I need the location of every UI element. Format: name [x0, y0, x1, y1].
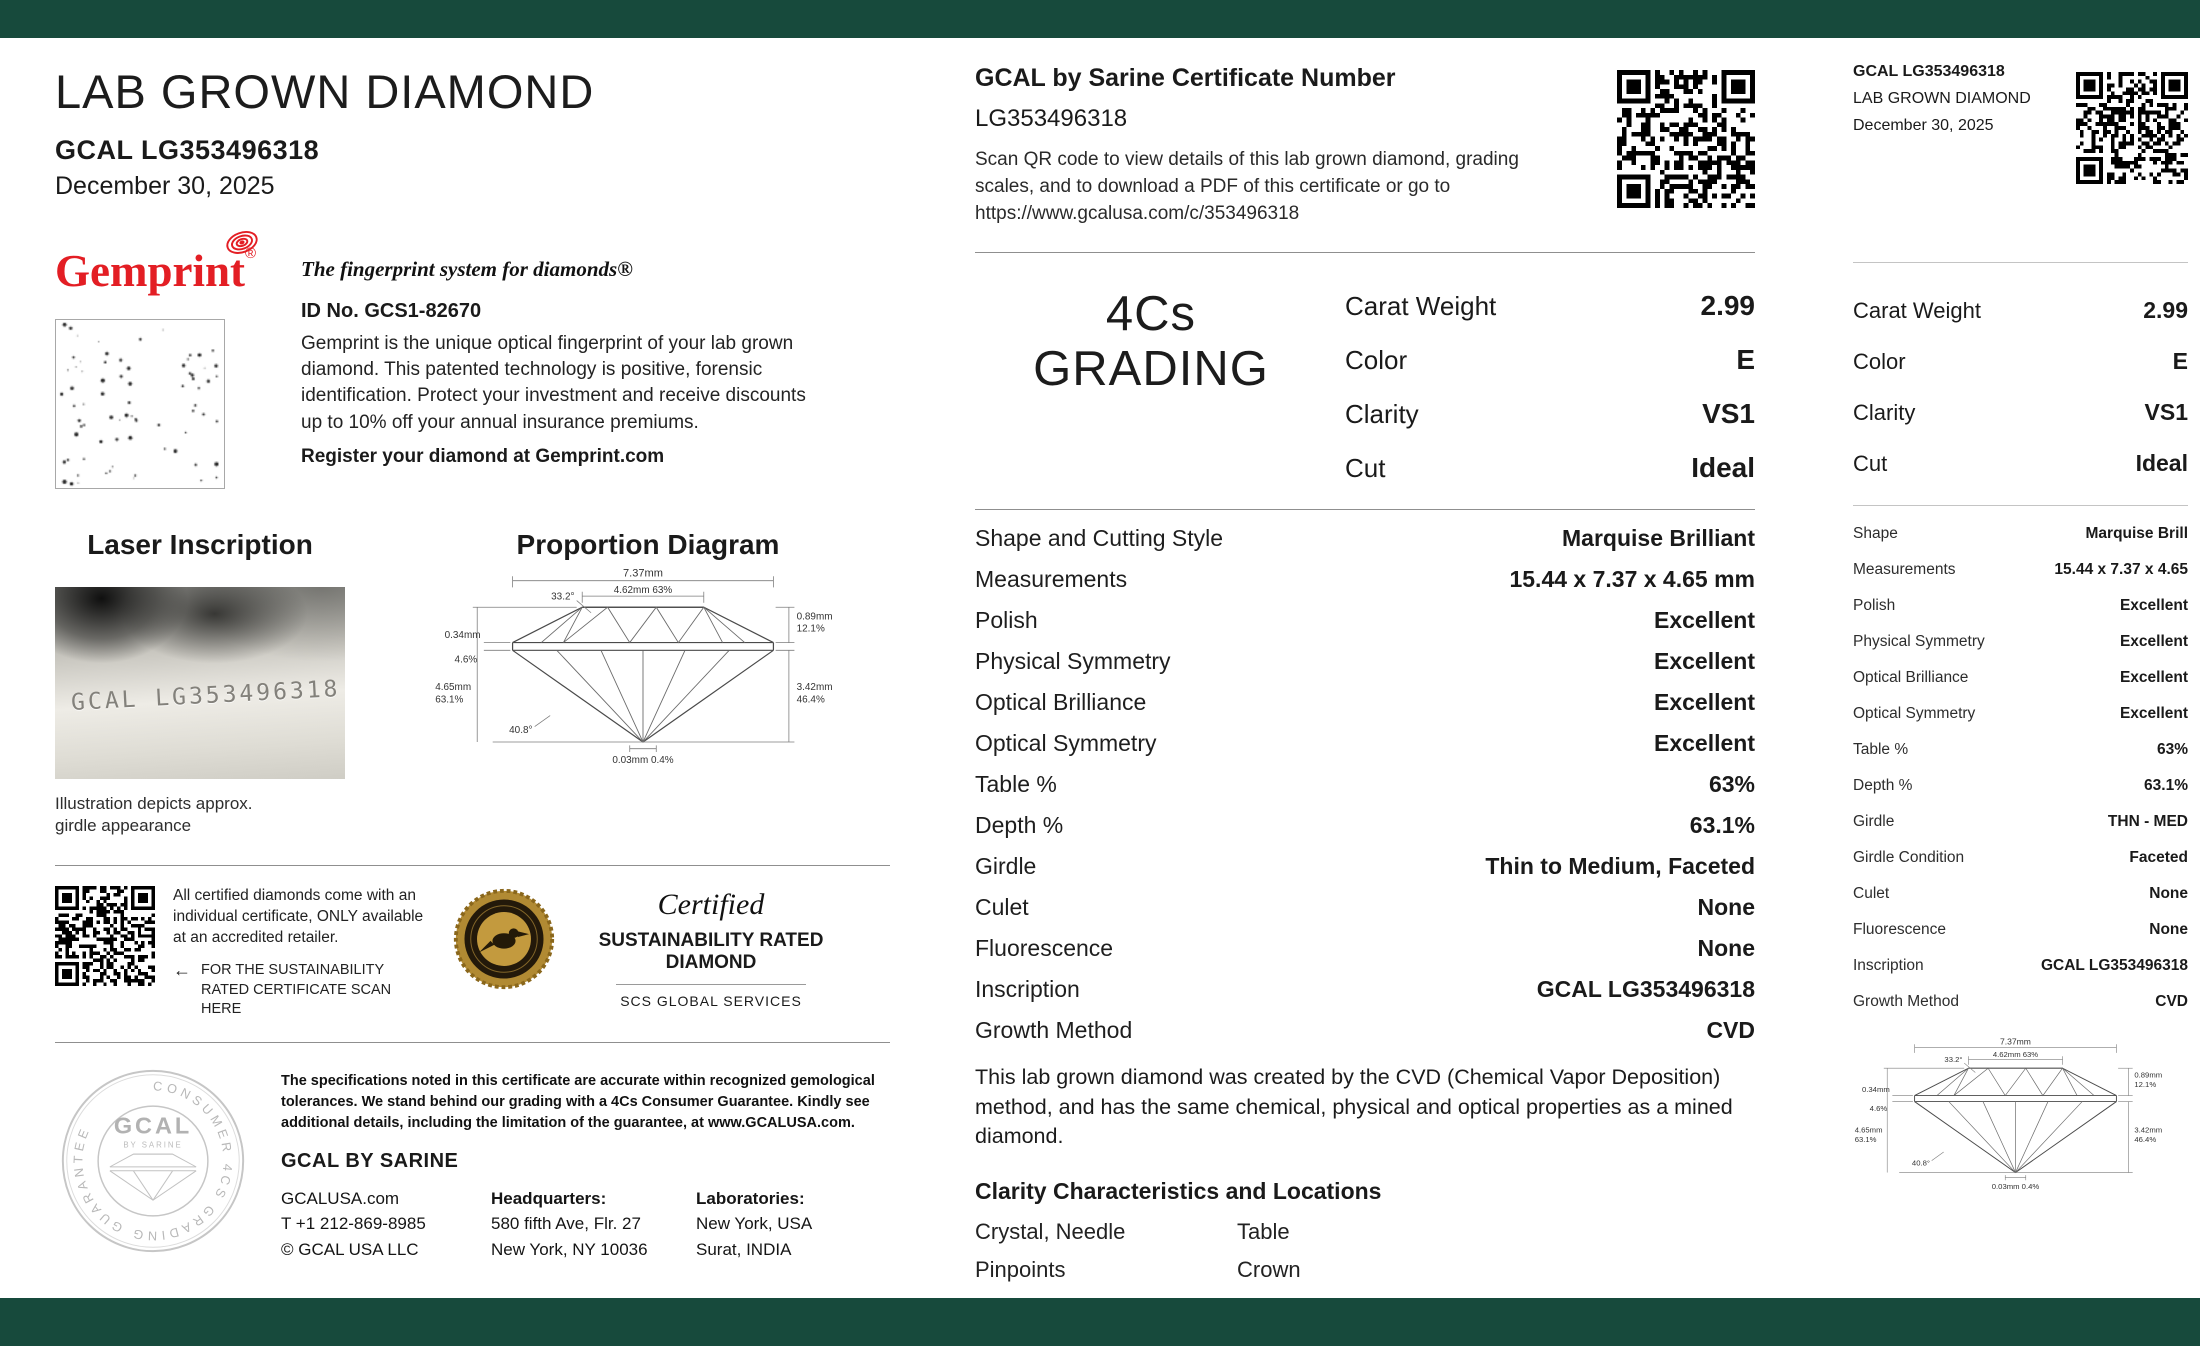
spec-value: GCAL LG353496318: [1536, 975, 1755, 1002]
fourcs-value: Ideal: [1691, 451, 1755, 483]
contact-col-web: [281, 1186, 491, 1263]
gemprint-description: Gemprint is the unique optical fingerprint of your lab grown diamond. This patented technology is positive, forensic identification. Protect your investment and receive discounts up to 10% off your annual insurance premiums.: [301, 333, 806, 433]
stub-spec-value: THN - MED: [2107, 813, 2188, 830]
fourcs-row: [1345, 441, 1755, 495]
stub-spec-value: None: [2149, 885, 2188, 902]
clarity-characteristics-table: [975, 1213, 1755, 1289]
spec-value: 63.1%: [1689, 811, 1755, 838]
stub-spec-value: Marquise Brill: [2085, 525, 2188, 542]
spec-value: None: [1697, 934, 1755, 961]
spec-label: Physical Symmetry: [975, 647, 1171, 674]
contact-col-laboratories: [696, 1186, 866, 1263]
gemprint-section: [55, 245, 890, 489]
sustainability-rated-label: SUSTAINABILITY RATED DIAMOND: [598, 930, 824, 974]
spec-row: [975, 805, 1755, 846]
stub-spec-row: [1853, 768, 2188, 804]
seal-ring-text: CONSUMER 4CS GRADING GUARANTEE: [70, 1077, 236, 1244]
spec-row: [975, 846, 1755, 887]
stub-spec-value: CVD: [2155, 993, 2188, 1010]
stub-fourcs-value: 2.99: [2143, 297, 2188, 323]
divider: [975, 252, 1755, 253]
clarity-characteristic: Pinpoints: [975, 1256, 1066, 1282]
gcal-by-sarine-label: GCAL BY SARINE: [281, 1149, 459, 1172]
stub-spec-row: [1853, 804, 2188, 840]
stub-spec-label: Girdle Condition: [1853, 849, 1965, 866]
stub-spec-value: 63%: [2156, 741, 2188, 758]
clarity-characteristics-heading: Clarity Characteristics and Locations: [975, 1177, 1382, 1204]
top-bar: [0, 0, 2200, 38]
dim-pavilion-mm: 3.42mm: [2134, 1125, 2163, 1135]
spec-value: Excellent: [1654, 688, 1755, 715]
dim-crown-height-pct: 12.1%: [2134, 1080, 2157, 1090]
fourcs-label: Clarity: [1345, 398, 1419, 429]
stub-spec-table: [1853, 516, 2188, 1020]
stub-spec-row: [1853, 552, 2188, 588]
stub-fourcs-value: VS1: [2144, 399, 2188, 425]
spec-label: Optical Brilliance: [975, 688, 1147, 715]
dim-table-width: 4.62mm 63%: [613, 584, 673, 596]
certified-script-text: Certified: [657, 888, 765, 922]
laser-inscription-heading: Laser Inscription: [87, 529, 313, 560]
fourcs-grading-title: [975, 279, 1327, 495]
laser-and-proportion-section: [55, 529, 890, 837]
divider: [616, 984, 806, 985]
dim-total-width: 7.37mm: [623, 567, 663, 580]
dim-pavilion-mm: 3.42mm: [796, 682, 833, 694]
laser-inscription-block: [55, 529, 433, 837]
dim-pavilion-angle: 40.8°: [509, 725, 533, 737]
stub-spec-row: [1853, 660, 2188, 696]
website-text: GCALUSA.com: [281, 1188, 400, 1208]
sustainability-note-block: [173, 886, 425, 1019]
spec-value: Excellent: [1654, 729, 1755, 756]
proportion-diagram-drawing: [433, 563, 853, 784]
guarantee-text-block: [281, 1059, 890, 1263]
scan-here-note: [173, 961, 425, 1020]
fingerprint-icon: [221, 225, 263, 261]
guarantee-statement: The specifications noted in this certificate are accurate within recognized gemological tolerances. We stand behind our grading with a 4Cs Consumer Guarantee. Kindly see additional details, including the limitation of the guarantee, at www.GCALUSA.com.: [281, 1072, 875, 1131]
stub-spec-row: [1853, 588, 2188, 624]
stub-fourcs-row: [1853, 387, 2188, 438]
proportion-diagram-heading: Proportion Diagram: [516, 529, 780, 560]
certificate-number-heading: GCAL by Sarine Certificate Number: [975, 64, 1396, 92]
stub-spec-value: Excellent: [2119, 633, 2188, 650]
certificate-qr-code: [1617, 70, 1755, 208]
stub-spec-label: Table %: [1853, 741, 1909, 758]
fourcs-label: Color: [1345, 344, 1408, 375]
gcal-guarantee-seal-icon: [55, 1063, 251, 1259]
gemprint-logo: [55, 245, 256, 297]
spec-value: 63%: [1708, 770, 1755, 797]
stub-spec-row: [1853, 876, 2188, 912]
fourcs-grading-section: [975, 279, 1755, 495]
gemprint-tagline: The fingerprint system for diamonds®: [301, 257, 633, 281]
stub-spec-row: [1853, 624, 2188, 660]
dim-culet: 0.03mm 0.4%: [612, 755, 674, 767]
stub-fourcs-row: [1853, 336, 2188, 387]
dim-crown-height-pct: 12.1%: [796, 623, 825, 635]
fourcs-value: E: [1736, 343, 1755, 375]
fourcs-label: Carat Weight: [1345, 290, 1497, 321]
spec-value: Marquise Brilliant: [1562, 524, 1755, 551]
stub-fourcs-value: Ideal: [2135, 450, 2188, 476]
dim-table-width: 4.62mm 63%: [1992, 1050, 2039, 1060]
spec-label: Measurements: [975, 565, 1128, 592]
certificate-number: GCAL LG353496318: [55, 135, 320, 165]
clarity-row: [975, 1213, 1755, 1251]
clarity-location: Crown: [1237, 1256, 1301, 1282]
dim-total-width: 7.37mm: [2000, 1036, 2031, 1047]
spec-value: Excellent: [1654, 647, 1755, 674]
headquarters-address-2: New York, NY 10036: [491, 1239, 648, 1259]
spec-table: [975, 518, 1755, 1051]
proportion-diagram-drawing: [1853, 1034, 2178, 1205]
stub-spec-row: [1853, 984, 2188, 1020]
stub-date: December 30, 2025: [1853, 117, 1994, 135]
stub-spec-label: Measurements: [1853, 561, 1956, 578]
proportion-diagram-large: [433, 563, 890, 784]
stub-spec-value: 15.44 x 7.37 x 4.65: [2054, 561, 2188, 578]
stub-fourcs-table: [1853, 285, 2188, 489]
spec-row: [975, 518, 1755, 559]
stub-spec-row: [1853, 912, 2188, 948]
contact-columns: [281, 1186, 890, 1263]
certificate-title: LAB GROWN DIAMOND: [55, 65, 595, 118]
spec-label: Fluorescence: [975, 934, 1114, 961]
divider: [1853, 505, 2188, 506]
clarity-location: Table: [1237, 1218, 1290, 1244]
certified-block: [581, 886, 841, 1009]
certificate-header: [975, 64, 1755, 228]
stub-spec-label: Fluorescence: [1853, 921, 1947, 938]
spec-value: Thin to Medium, Faceted: [1485, 852, 1755, 879]
spec-label: Shape and Cutting Style: [975, 524, 1224, 551]
stub-spec-label: Optical Symmetry: [1853, 705, 1976, 722]
spec-value: CVD: [1706, 1016, 1755, 1043]
spec-row: [975, 641, 1755, 682]
dim-crown-height-mm: 0.89mm: [796, 611, 833, 623]
spec-label: Depth %: [975, 811, 1064, 838]
stub-spec-row: [1853, 696, 2188, 732]
dim-girdle-pct: 4.6%: [1869, 1103, 1888, 1113]
certificate-header-text: [975, 64, 1540, 228]
stub-fourcs-row: [1853, 438, 2188, 489]
stub-spec-row: [1853, 732, 2188, 768]
gemprint-wordmark: Gemprint: [55, 246, 245, 296]
dim-girdle-mm: 0.34mm: [1861, 1085, 1890, 1095]
divider: [55, 1042, 890, 1043]
dim-crown-height-mm: 0.89mm: [2134, 1070, 2163, 1080]
stub-spec-label: Culet: [1853, 885, 1890, 902]
spec-row: [975, 682, 1755, 723]
spec-label: Growth Method: [975, 1016, 1133, 1043]
spec-label: Polish: [975, 606, 1038, 633]
clarity-characteristic: Crystal, Needle: [975, 1218, 1126, 1244]
proportion-diagram-block: [433, 529, 890, 837]
stub-header: [1853, 58, 2188, 184]
dim-pavilion-pct: 46.4%: [796, 694, 825, 706]
headquarters-label: Headquarters:: [491, 1188, 607, 1208]
fourcs-title-line2: GRADING: [1033, 341, 1269, 396]
stub-qr-code: [2076, 72, 2188, 184]
proportion-diagram-small: [1853, 1034, 2188, 1205]
stub-fourcs-label: Carat Weight: [1853, 298, 1981, 323]
spec-row: [975, 559, 1755, 600]
fourcs-title-line1: 4Cs: [1105, 286, 1197, 341]
fourcs-value: 2.99: [1700, 289, 1755, 321]
stub-id-block: [1853, 58, 2031, 184]
stub-title: LAB GROWN DIAMOND: [1853, 90, 2031, 108]
gemprint-right: [301, 245, 890, 489]
fourcs-row: [1345, 387, 1755, 441]
gemprint-id: ID No. GCS1-82670: [301, 300, 482, 322]
dim-culet: 0.03mm 0.4%: [1991, 1181, 2040, 1191]
main-certificate-panel: [975, 38, 1755, 1289]
fourcs-row: [1345, 279, 1755, 333]
stub-spec-label: Optical Brilliance: [1853, 669, 1969, 686]
scs-kingfisher-seal-icon: [451, 886, 557, 992]
stub-spec-value: Faceted: [2129, 849, 2188, 866]
stub-certificate-number: GCAL LG353496318: [1853, 63, 2005, 80]
laboratory-2: Surat, INDIA: [696, 1239, 792, 1259]
stub-spec-value: GCAL LG353496318: [2040, 957, 2188, 974]
headquarters-address-1: 580 fifth Ave, Flr. 27: [491, 1214, 641, 1234]
stub-fourcs-value: E: [2172, 348, 2188, 374]
spec-value: None: [1697, 893, 1755, 920]
fourcs-row: [1345, 333, 1755, 387]
stub-spec-row: [1853, 840, 2188, 876]
dim-depth-pct: 63.1%: [1854, 1134, 1877, 1144]
divider: [975, 509, 1755, 510]
stub-spec-value: Excellent: [2119, 597, 2188, 614]
spec-row: [975, 723, 1755, 764]
laser-inscription-text: GCAL LG353496318: [70, 675, 342, 717]
phone-text: T +1 212-869-8985: [281, 1214, 426, 1234]
stub-spec-value: Excellent: [2119, 669, 2188, 686]
qr-scan-instructions: Scan QR code to view details of this lab grown diamond, grading scales, and to download a PDF of this certificate or go to https://www.gcalusa.com/c/353496318: [975, 149, 1519, 224]
certified-diamonds-note: All certified diamonds come with an individual certificate, ONLY available at an accredited retailer.: [173, 887, 424, 947]
divider: [55, 865, 890, 866]
dim-pavilion-pct: 46.4%: [2134, 1134, 2157, 1144]
seal-by-sarine-text: BY SARINE: [123, 1139, 183, 1149]
stub-spec-label: Inscription: [1853, 957, 1924, 974]
stub-fourcs-row: [1853, 285, 2188, 336]
fourcs-value: VS1: [1702, 397, 1755, 429]
spec-row: [975, 969, 1755, 1010]
left-panel: [55, 38, 890, 1262]
bottom-bar: [0, 1298, 2200, 1346]
guarantee-section: [55, 1059, 890, 1263]
dim-girdle-mm: 0.34mm: [444, 630, 481, 642]
scan-here-text: FOR THE SUSTAINABILITY RATED CERTIFICATE SCAN HERE: [201, 961, 392, 1018]
stub-spec-label: Girdle: [1853, 813, 1895, 830]
cvd-description: This lab grown diamond was created by the CVD (Chemical Vapor Deposition) method, and has the same chemical, physical and optical properties as a mined diamond.: [975, 1064, 1733, 1149]
spec-row: [975, 764, 1755, 805]
stub-spec-value: 63.1%: [2144, 777, 2188, 794]
spec-label: Inscription: [975, 975, 1080, 1002]
seal-diamond-art: [110, 1154, 196, 1200]
clarity-row: [975, 1251, 1755, 1289]
gemprint-left: [55, 245, 283, 489]
stub-spec-label: Growth Method: [1853, 993, 1959, 1010]
dim-crown-angle: 33.2°: [551, 591, 575, 603]
stub-spec-label: Polish: [1853, 597, 1896, 614]
spec-row: [975, 887, 1755, 928]
sustainability-section: [55, 886, 890, 1019]
spec-value: Excellent: [1654, 606, 1755, 633]
stub-spec-label: Depth %: [1853, 777, 1913, 794]
seal-gcal-text: GCAL: [113, 1112, 193, 1139]
certificate-number-value: LG353496318: [975, 105, 1128, 132]
stub-spec-value: Excellent: [2119, 705, 2188, 722]
scs-global-services-label: SCS GLOBAL SERVICES: [620, 993, 802, 1010]
spec-row: [975, 600, 1755, 641]
stub-spec-label: Shape: [1853, 525, 1898, 542]
laboratory-1: New York, USA: [696, 1214, 813, 1234]
laser-inscription-photo: [55, 587, 345, 779]
gemprint-register-note: Register your diamond at Gemprint.com: [301, 445, 665, 467]
dim-depth-mm: 4.65mm: [435, 682, 472, 694]
left-arrow-icon: ←: [173, 959, 191, 980]
certificate-date: December 30, 2025: [55, 172, 275, 200]
svg-text:CONSUMER 4CS GRADING GUARANTEE: [70, 1078, 235, 1244]
dim-crown-angle: 33.2°: [1944, 1055, 1963, 1065]
dim-girdle-pct: 4.6%: [454, 654, 478, 666]
spec-row: [975, 928, 1755, 969]
stub-fourcs-label: Clarity: [1853, 400, 1916, 425]
fourcs-values-table: [1345, 279, 1755, 495]
spec-value: 15.44 x 7.37 x 4.65 mm: [1509, 565, 1755, 592]
stub-spec-value: None: [2149, 921, 2188, 938]
dim-depth-mm: 4.65mm: [1854, 1125, 1883, 1135]
spec-label: Culet: [975, 893, 1029, 920]
certificate-stub-panel: [1853, 38, 2188, 1205]
fourcs-label: Cut: [1345, 452, 1386, 483]
laser-caption: Illustration depicts approx. girdle appearance: [55, 794, 253, 836]
stub-fourcs-label: Color: [1853, 349, 1906, 374]
dim-pavilion-angle: 40.8°: [1911, 1158, 1930, 1168]
gemprint-scatter-image: [55, 319, 225, 489]
spec-row: [975, 1010, 1755, 1051]
divider: [1853, 262, 2188, 263]
stub-spec-row: [1853, 948, 2188, 984]
sustainability-qr-code: [55, 886, 155, 986]
spec-label: Optical Symmetry: [975, 729, 1157, 756]
stub-spec-label: Physical Symmetry: [1853, 633, 1985, 650]
contact-col-headquarters: [491, 1186, 696, 1263]
spec-label: Table %: [975, 770, 1057, 797]
stub-spec-row: [1853, 516, 2188, 552]
copyright-text: © GCAL USA LLC: [281, 1239, 419, 1259]
dim-depth-pct: 63.1%: [435, 694, 464, 706]
registered-mark: ®: [244, 245, 257, 262]
spec-label: Girdle: [975, 852, 1037, 879]
stub-fourcs-label: Cut: [1853, 451, 1888, 476]
laboratories-label: Laboratories:: [696, 1188, 805, 1208]
